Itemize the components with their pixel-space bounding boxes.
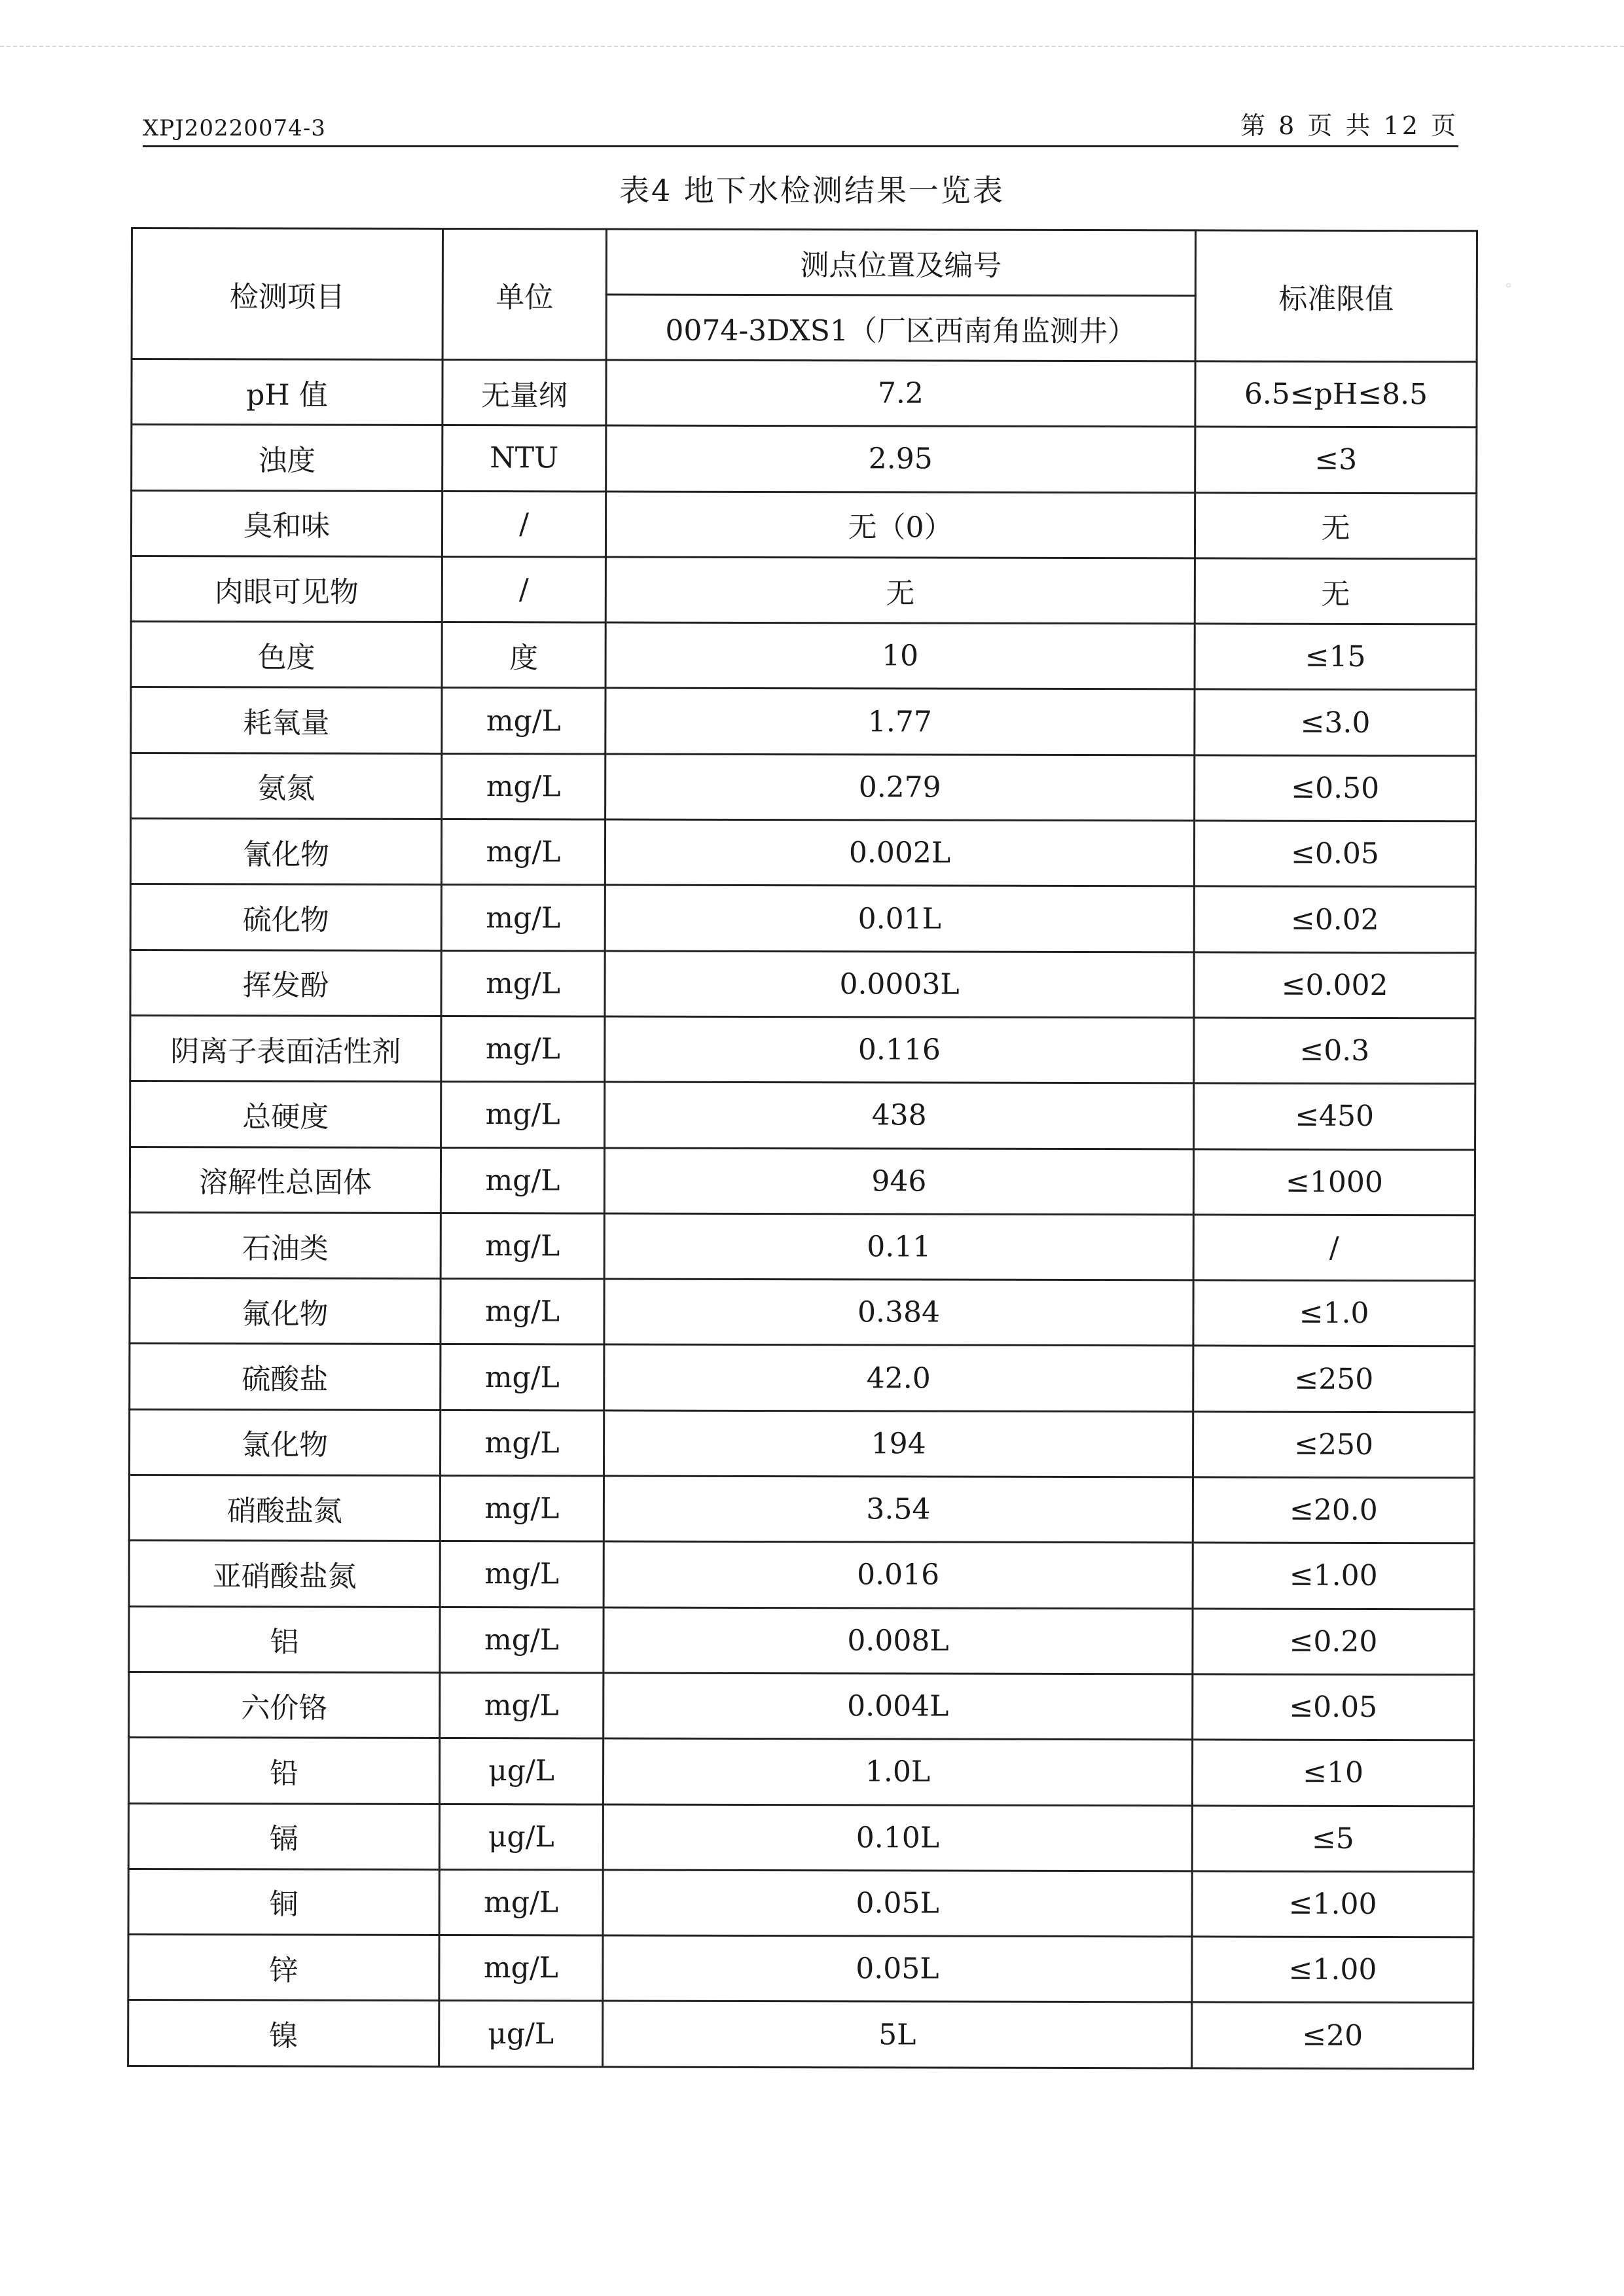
cell-item: 镉 <box>128 1803 439 1869</box>
cell-unit: μg/L <box>439 2001 603 2067</box>
cell-item: 石油类 <box>130 1212 441 1278</box>
cell-limit: ≤1.00 <box>1192 1871 1473 1937</box>
cell-unit: mg/L <box>441 950 605 1016</box>
table-row <box>130 1147 1475 1215</box>
cell-limit: ≤0.50 <box>1195 755 1476 821</box>
cell-unit: mg/L <box>440 1672 604 1738</box>
cell-unit: NTU <box>442 425 606 492</box>
cell-value: 0.116 <box>605 1016 1194 1083</box>
table-row <box>131 490 1476 559</box>
column-header-unit: 单位 <box>442 228 606 360</box>
cell-value: 0.05L <box>603 1935 1192 2002</box>
cell-limit: ≤250 <box>1193 1346 1475 1412</box>
cell-unit: μg/L <box>439 1738 603 1804</box>
cell-value: 1.77 <box>605 689 1195 755</box>
cell-value: 42.0 <box>604 1344 1193 1411</box>
column-header-location-group: 测点位置及编号 <box>606 229 1195 296</box>
cell-item: 挥发酚 <box>130 950 441 1016</box>
table-row <box>128 1803 1473 1872</box>
table-row <box>128 1869 1473 1937</box>
cell-limit: ≤250 <box>1193 1412 1475 1478</box>
cell-value: 0.004L <box>604 1673 1193 1740</box>
table-row <box>128 2000 1473 2069</box>
table-header <box>132 228 1477 362</box>
cell-limit: ≤20 <box>1192 2002 1473 2068</box>
cell-item: 镍 <box>128 2000 439 2066</box>
cell-limit: 6.5≤pH≤8.5 <box>1195 361 1477 427</box>
cell-unit: μg/L <box>439 1804 603 1870</box>
cell-item: 锌 <box>128 1935 439 2001</box>
cell-value: 无（0） <box>605 492 1195 558</box>
table-row <box>132 359 1477 428</box>
cell-limit: ≤3.0 <box>1195 689 1476 755</box>
cell-unit: mg/L <box>442 753 605 819</box>
cell-unit: / <box>442 556 605 622</box>
cell-unit: mg/L <box>441 1082 605 1148</box>
cell-value: 0.0003L <box>605 951 1194 1018</box>
table-row <box>130 1344 1475 1412</box>
cell-limit: ≤10 <box>1192 1740 1473 1806</box>
cell-item: 亚硝酸盐氮 <box>129 1541 440 1607</box>
table-row <box>129 1606 1474 1675</box>
cell-limit: ≤20.0 <box>1193 1477 1474 1543</box>
cell-limit: ≤0.02 <box>1194 886 1475 952</box>
cell-value: 0.384 <box>604 1279 1193 1346</box>
table-row <box>130 819 1475 888</box>
table-row <box>130 884 1475 953</box>
cell-limit: ≤1.00 <box>1192 1937 1473 2003</box>
cell-unit: 度 <box>442 622 605 689</box>
table-row <box>131 753 1476 821</box>
column-header-location: 0074-3DXS1（厂区西南角监测井） <box>606 295 1195 361</box>
document-id: XPJ20220074-3 <box>143 115 326 141</box>
table-row <box>130 1212 1475 1281</box>
cell-unit: mg/L <box>441 1410 604 1476</box>
cell-limit: ≤450 <box>1194 1083 1475 1149</box>
cell-unit: mg/L <box>441 819 605 886</box>
cell-unit: mg/L <box>441 1344 604 1410</box>
cell-value: 438 <box>605 1082 1194 1149</box>
cell-unit: mg/L <box>440 1476 604 1542</box>
scan-speck: ◦ <box>1504 278 1513 295</box>
page-number: 第 8 页 共 12 页 <box>1240 111 1458 140</box>
cell-value: 无 <box>605 557 1195 624</box>
cell-unit: mg/L <box>441 1213 604 1279</box>
cell-item: 耗氧量 <box>131 687 442 753</box>
table-row <box>130 950 1475 1018</box>
table-row <box>129 1541 1474 1609</box>
cell-item: 氨氮 <box>131 753 442 819</box>
cell-item: 铜 <box>128 1869 439 1935</box>
cell-value: 0.10L <box>603 1804 1192 1871</box>
cell-unit: mg/L <box>440 1607 604 1673</box>
table-row <box>132 425 1477 493</box>
cell-unit: mg/L <box>441 885 605 951</box>
cell-value: 0.01L <box>605 885 1194 952</box>
table-row <box>131 622 1476 691</box>
cell-limit: ≤15 <box>1195 624 1476 690</box>
cell-limit: ≤0.05 <box>1193 1674 1474 1740</box>
cell-item: 阴离子表面活性剂 <box>130 1015 441 1081</box>
cell-item: 氯化物 <box>130 1409 441 1475</box>
page-header <box>143 111 1458 147</box>
cell-unit: / <box>442 491 605 557</box>
cell-item: 铅 <box>128 1738 439 1804</box>
groundwater-results-table <box>127 227 1478 2070</box>
cell-limit: ≤1000 <box>1193 1149 1475 1215</box>
cell-value: 0.05L <box>603 1870 1192 1937</box>
cell-value: 5L <box>603 2001 1192 2068</box>
cell-limit: 无 <box>1195 558 1476 624</box>
cell-limit: ≤0.05 <box>1194 821 1475 887</box>
cell-limit: ≤1.0 <box>1193 1280 1475 1346</box>
cell-unit: mg/L <box>441 1016 605 1082</box>
cell-item: 色度 <box>131 622 442 688</box>
cell-unit: mg/L <box>442 688 605 754</box>
cell-limit: ≤0.002 <box>1194 952 1475 1018</box>
cell-limit: ≤1.00 <box>1193 1543 1474 1609</box>
cell-item: 铝 <box>129 1606 440 1672</box>
table-row <box>128 1935 1473 2003</box>
table-row <box>128 1738 1473 1806</box>
cell-item: 溶解性总固体 <box>130 1147 441 1213</box>
cell-value: 0.016 <box>604 1541 1193 1608</box>
cell-item: 氰化物 <box>130 819 441 885</box>
table-row <box>130 1409 1475 1478</box>
cell-limit: ≤0.3 <box>1194 1018 1475 1084</box>
cell-limit: ≤3 <box>1195 427 1477 493</box>
column-header-limit: 标准限值 <box>1195 230 1477 362</box>
table-body <box>128 359 1477 2069</box>
table-row <box>129 1672 1474 1740</box>
cell-item: 臭和味 <box>131 490 442 556</box>
cell-value: 0.008L <box>604 1607 1193 1674</box>
cell-limit: / <box>1193 1215 1475 1281</box>
cell-item: 硫酸盐 <box>130 1344 441 1410</box>
table-row <box>131 556 1476 624</box>
cell-limit: 无 <box>1195 492 1476 558</box>
cell-unit: mg/L <box>441 1147 604 1213</box>
cell-unit: mg/L <box>439 1869 603 1935</box>
cell-value: 2.95 <box>606 425 1195 492</box>
cell-item: pH 值 <box>132 359 442 425</box>
cell-item: 硝酸盐氮 <box>129 1475 440 1541</box>
scan-edge-line <box>0 46 1624 47</box>
table-row <box>131 687 1476 756</box>
cell-value: 1.0L <box>603 1738 1192 1805</box>
table-row <box>129 1475 1474 1544</box>
cell-value: 0.002L <box>605 819 1194 886</box>
cell-limit: ≤0.20 <box>1193 1609 1474 1675</box>
table-title: 表4 地下水检测结果一览表 <box>619 173 1005 208</box>
cell-value: 946 <box>604 1148 1193 1215</box>
table-row <box>130 1081 1475 1150</box>
cell-unit: 无量纲 <box>442 359 606 425</box>
column-header-item: 检测项目 <box>132 228 442 360</box>
cell-item: 硫化物 <box>130 884 441 950</box>
cell-value: 0.11 <box>604 1213 1193 1280</box>
cell-value: 7.2 <box>606 360 1195 427</box>
cell-unit: mg/L <box>439 1935 603 2001</box>
cell-item: 六价铬 <box>129 1672 440 1738</box>
cell-unit: mg/L <box>440 1541 604 1607</box>
cell-unit: mg/L <box>441 1279 604 1345</box>
cell-item: 肉眼可见物 <box>131 556 442 622</box>
table-row <box>130 1278 1475 1347</box>
cell-value: 194 <box>604 1410 1193 1477</box>
cell-value: 0.279 <box>605 754 1195 821</box>
cell-item: 浊度 <box>132 425 442 491</box>
cell-item: 总硬度 <box>130 1081 441 1147</box>
cell-item: 氟化物 <box>130 1278 441 1344</box>
cell-value: 3.54 <box>604 1476 1193 1543</box>
table-row <box>130 1015 1475 1084</box>
cell-value: 10 <box>605 622 1195 689</box>
cell-limit: ≤5 <box>1192 1805 1473 1871</box>
